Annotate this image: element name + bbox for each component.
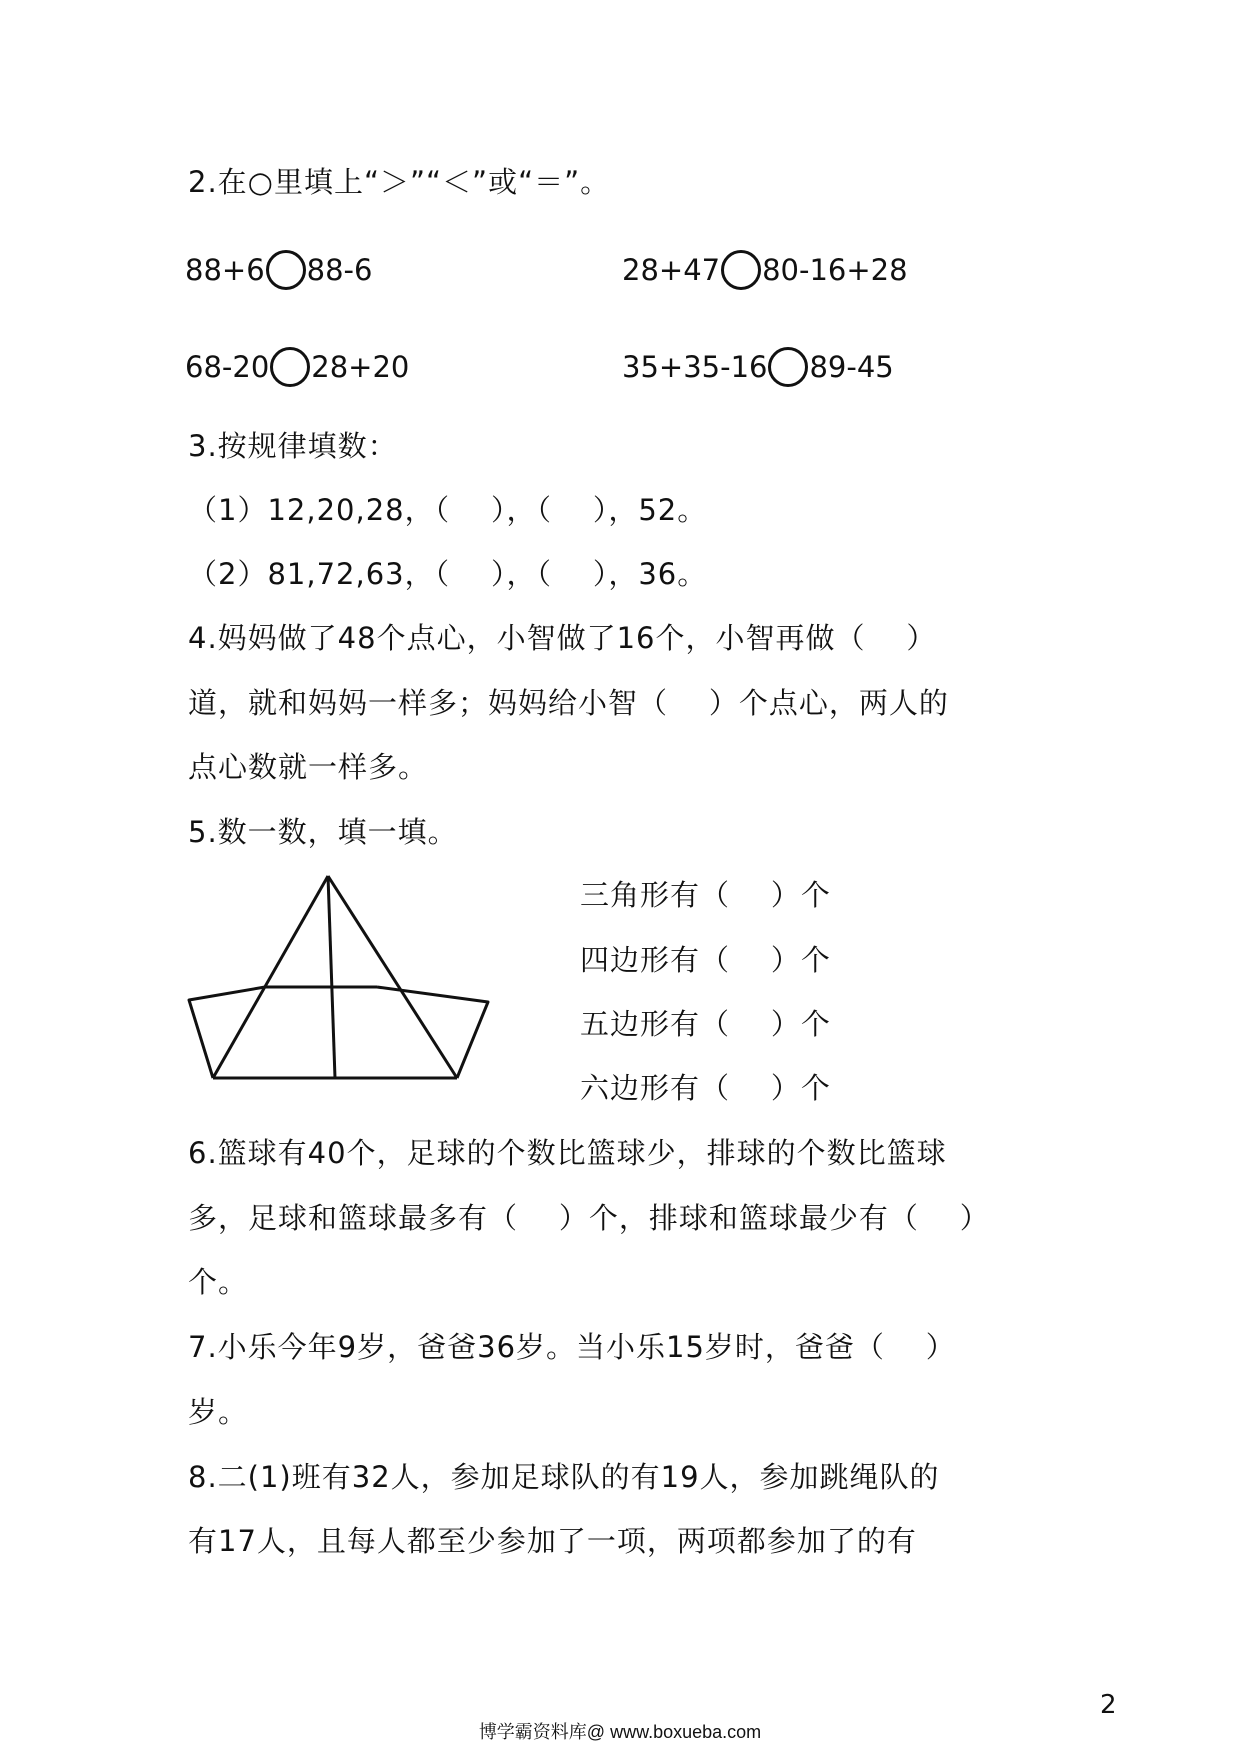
q2-expr-3 — [185, 347, 409, 387]
answer-circle[interactable] — [721, 250, 761, 290]
q8-line-2: 有17人，且每人都至少参加了一项，两项都参加了的有 — [188, 1524, 917, 1558]
q3-line-2: （2）81,72,63，（ ），（ ），36。 — [188, 557, 708, 591]
geometry-figure — [185, 870, 495, 1080]
q6-line-1: 6.篮球有40个，足球的个数比篮球少，排球的个数比篮球 — [188, 1136, 947, 1170]
answer-circle[interactable] — [270, 347, 310, 387]
q5-triangle-count: 三角形有（ ）个 — [580, 878, 831, 912]
q2-expr-4-right: 89-45 — [809, 350, 894, 384]
figure-left-edge — [213, 876, 328, 1078]
q2-expr-2-left: 28+47 — [622, 253, 721, 287]
answer-circle[interactable] — [768, 347, 808, 387]
figure-right-wing — [377, 987, 488, 1078]
figure-center-line — [328, 876, 335, 1078]
q2-expr-4 — [622, 347, 894, 387]
q7-line-1: 7.小乐今年9岁，爸爸36岁。当小乐15岁时，爸爸（ ） — [188, 1330, 956, 1364]
figure-left-wing — [189, 987, 265, 1078]
q2-expr-1-right: 88-6 — [306, 253, 373, 287]
q7-line-2: 岁。 — [188, 1395, 249, 1429]
q2-expr-1 — [185, 250, 372, 290]
q2-expr-2-right: 80-16+28 — [762, 253, 908, 287]
page-number: 2 — [1100, 1690, 1117, 1720]
q3-title: 3.按规律填数： — [188, 429, 398, 463]
q2-expr-2 — [622, 250, 908, 290]
q8-line-1: 8.二(1)班有32人，参加足球队的有19人，参加跳绳队的 — [188, 1460, 940, 1494]
q4-line-1: 4.妈妈做了48个点心，小智做了16个，小智再做（ ） — [188, 621, 937, 655]
footer-watermark: 博学霸资料库@ www.boxueba.com — [478, 1722, 762, 1742]
q5-pentagon-count: 五边形有（ ）个 — [580, 1007, 831, 1041]
q5-title: 5.数一数，填一填。 — [188, 815, 458, 849]
q2-expr-3-right: 28+20 — [311, 350, 410, 384]
q2-expr-4-left: 35+35-16 — [622, 350, 768, 384]
q6-line-3: 个。 — [188, 1265, 249, 1299]
q4-line-2: 道，就和妈妈一样多；妈妈给小智（ ）个点心，两人的 — [188, 686, 949, 720]
figure-right-edge — [328, 876, 457, 1078]
q3-line-1: （1）12,20,28，（ ），（ ），52。 — [188, 493, 708, 527]
q5-hexagon-count: 六边形有（ ）个 — [580, 1071, 831, 1105]
q2-title: 2.在○里填上“＞”“＜”或“＝”。 — [188, 165, 611, 199]
q6-line-2: 多，足球和篮球最多有（ ）个，排球和篮球最少有（ ） — [188, 1201, 990, 1235]
q4-line-3: 点心数就一样多。 — [188, 750, 429, 784]
q2-expr-1-left: 88+6 — [185, 253, 265, 287]
answer-circle[interactable] — [266, 250, 306, 290]
q5-quadrilateral-count: 四边形有（ ）个 — [580, 943, 831, 977]
q2-expr-3-left: 68-20 — [185, 350, 270, 384]
